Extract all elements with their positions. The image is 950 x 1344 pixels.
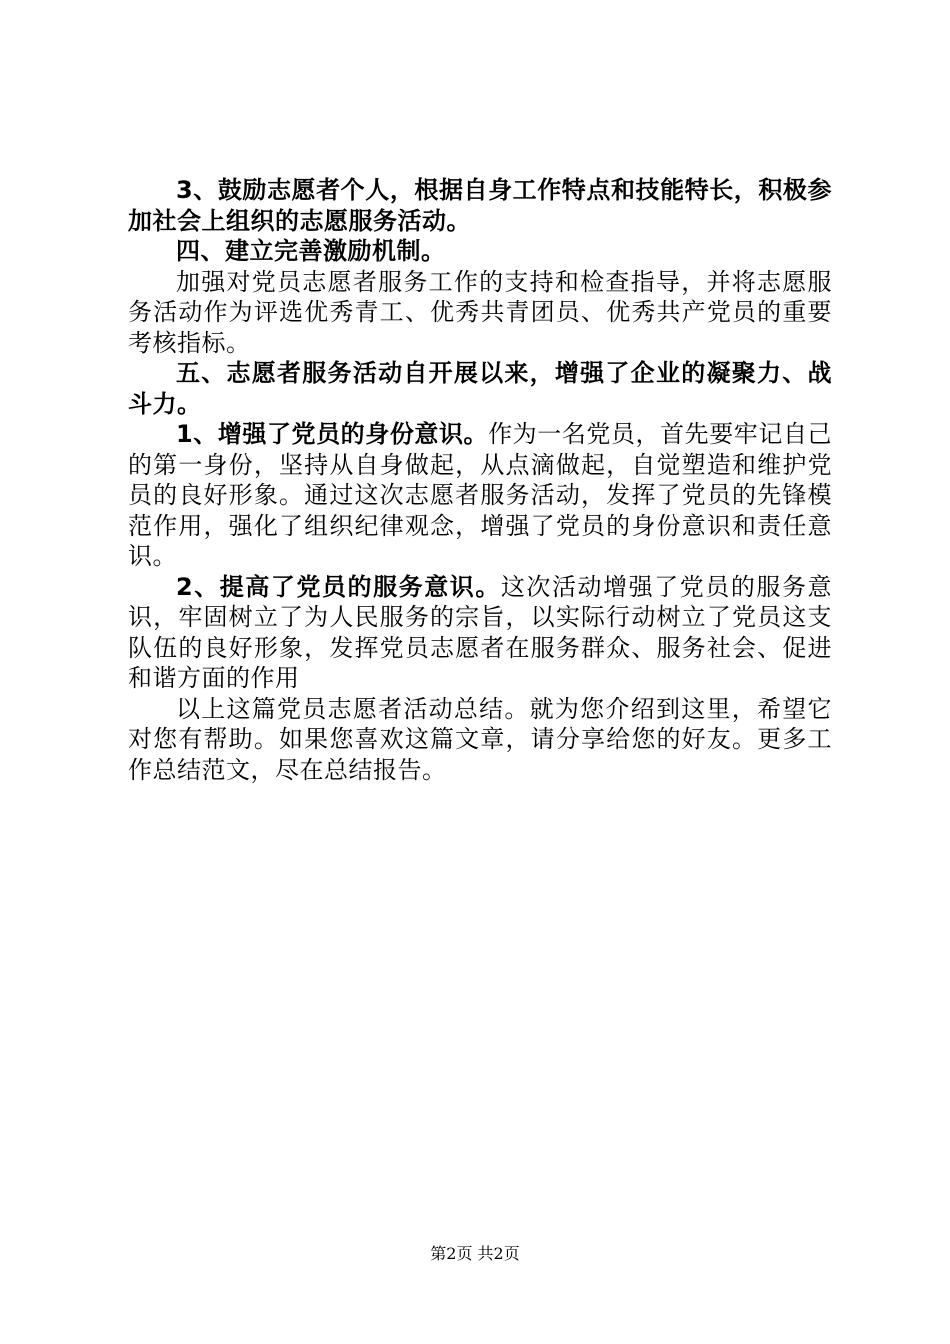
paragraph-service-lead: 2、提高了党员的服务意识。 xyxy=(176,572,501,601)
heading-incentive-mechanism: 四、建立完善激励机制。 xyxy=(176,237,446,265)
paragraph-service-text: 这次活动增强了党员的服务意识，牢固树立了为人民服务的宗旨，以实际行动树立了党员这支队伍的良好形象，发挥党员志愿者在服务群众、服务社会、促进和谐方面的作用 xyxy=(128,572,832,692)
paragraph-encourage-volunteers: 3、鼓励志愿者个人，根据自身工作特点和技能特长，积极参加社会上组织的志愿服务活动。 xyxy=(128,176,832,235)
heading-results: 五、志愿者服务活动自开展以来，增强了企业的凝聚力、战斗力。 xyxy=(128,359,832,418)
paragraph-identity-awareness xyxy=(128,419,832,572)
paragraph-support-guidance: 加强对党员志愿者服务工作的支持和检查指导，并将志愿服务活动作为评选优秀青工、优秀共青团员、优秀共产党员的重要考核指标。 xyxy=(128,267,832,357)
page-number-footer: 第2页 共2页 xyxy=(430,1244,520,1263)
document-body xyxy=(128,175,832,785)
paragraph-identity-text: 作为一名党员，首先要牢记自己的第一身份，坚持从自身做起，从点滴做起，自觉塑造和维护党员的良好形象。通过这次志愿者服务活动，发挥了党员的先锋模范作用，强化了组织纪律观念，增强了党员的身份意识和责任意识。 xyxy=(128,420,833,570)
paragraph-closing: 以上这篇党员志愿者活动总结。就为您介绍到这里，希望它对您有帮助。如果您喜欢这篇文章，请分享给您的好友。更多工作总结范文，尽在总结报告。 xyxy=(128,694,832,784)
paragraph-service-awareness xyxy=(128,572,832,694)
paragraph-identity-lead: 1、增强了党员的身份意识。 xyxy=(176,420,489,448)
